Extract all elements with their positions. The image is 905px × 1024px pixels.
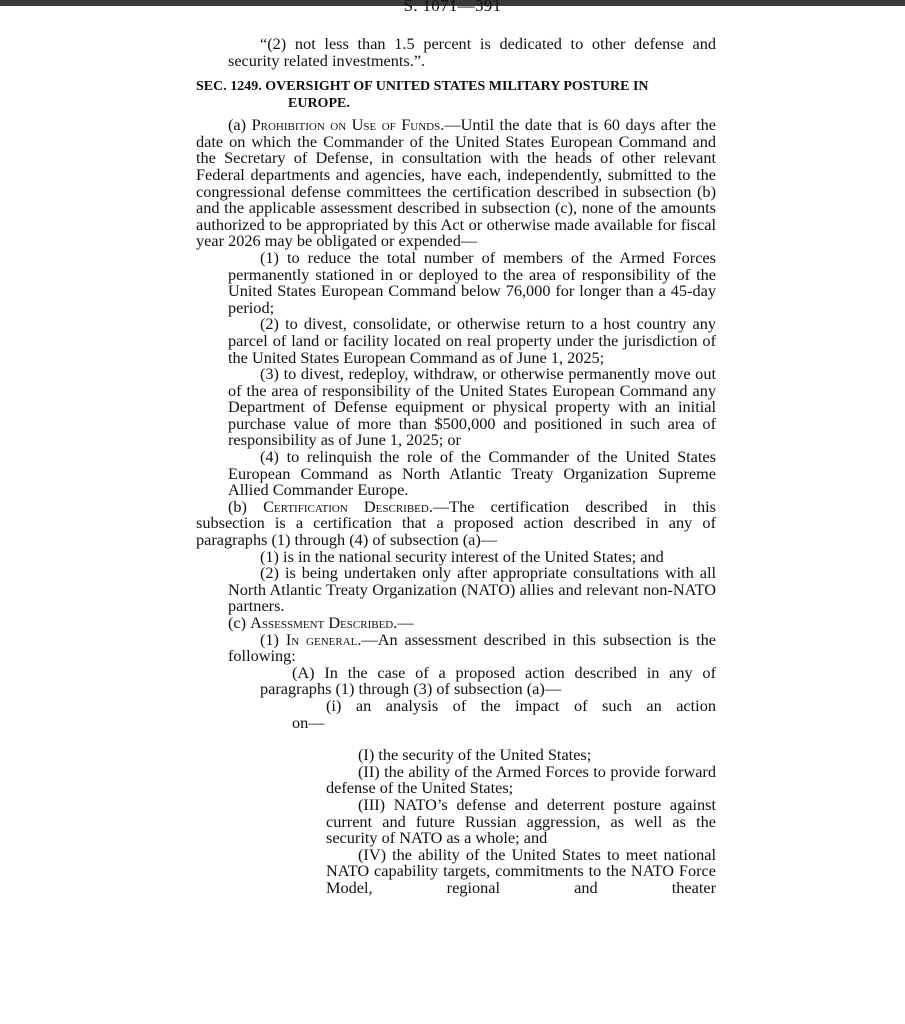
subclause-III: (III) NATO’s defense and deterrent posture against current and future Russian aggression, as well as the security of NATO as a whole; and [326,794,716,848]
paragraph-b2: (2) is being undertaken only after appropriate consultations with all North Atlantic Treaty Organization (NATO) allies and relevant non-NATO partners. [228,563,716,616]
paragraph-c1-caption: In general. [285,629,362,649]
paragraph-b1: (1) is in the national security interest of the United States; and [260,546,664,566]
paragraph-a4: (4) to relinquish the role of the Commander of the United States European Command as North Atlantic Treaty Organization Supreme Allied Commander Europe. [228,447,716,500]
subsection-b-label: (b) [228,496,264,516]
subsection-b [196,496,716,550]
paragraph-c1 [196,629,717,666]
clause-i-continuation: on— [292,712,325,732]
bill-text [196,36,716,897]
subsection-c-text: — [397,613,414,632]
subclause-I: (I) the security of the United States; [358,745,592,765]
subsection-c-label: (c) [228,613,251,632]
subsection-b-text: —The certification described in this subsection is a certification that a proposed action described in any of paragraphs (1) through (4) of subsection (a)— [196,496,716,550]
section-heading-line1: SEC. 1249. OVERSIGHT OF UNITED STATES MILITARY POSTURE IN [196,79,649,95]
carryover-paragraph: “(2) not less than 1.5 percent is dedicated to other defense and security related investments.”. [228,34,716,70]
paragraph-c1-text: —An assessment described in this subsection is the following: [228,629,717,666]
paragraph-a2: (2) to divest, consolidate, or otherwise return to a host country any parcel of land or facility located on real property under the jurisdiction of the United States European Command as of June 1, 2025; [228,314,716,367]
paragraph-a1: (1) to reduce the total number of members of the Armed Forces permanently stationed in or deployed to the area of responsibility of the United States European Command below 76,000 for longer than a 45-day period; [228,247,716,317]
subsection-a-label: (a) [228,115,252,135]
subclause-II: (II) the ability of the Armed Forces to provide forward defense of the United States; [326,761,716,798]
section-heading [196,78,716,112]
clause-i: (i) an analysis of the impact of such an action [326,695,716,715]
subsection-a [196,117,716,250]
subparagraph-A: (A) In the case of a proposed action described in any of paragraphs (1) through (3) of subsection (a)— [260,662,716,699]
subsection-b-caption: Certification Described. [263,496,433,516]
paragraph-a3: (3) to divest, redeploy, withdraw, or otherwise permanently move out of the area of responsibility of the United States European Command any Department of Defense equipment or physical property with an initial purchase value of more than $500,000 and positioned in such area of responsibility as of June 1, 2025; or [228,364,716,450]
subsection-a-caption: Prohibition on Use of Funds. [251,115,445,135]
paragraph-c1-label: (1) [260,629,286,649]
page-number-header: S. 1071—391 [403,0,502,15]
subsection-a-text: —Until the date that is 60 days after the date on which the Commander of the United States European Command and the Secretary of Defense, in consultation with the heads of other relevant Federal departments and agencies, have each, independently, submitted to the congressional defense committees the certification described in subsection (b) and the applicable assessment described in subsection (c), none of the amounts authorized to be appropriated by this Act or otherwise made available for fiscal year 2026 may be obligated or expended— [196,115,717,251]
section-heading-line2: EUROPE. [288,96,350,112]
subclause-IV: (IV) the ability of the United States to meet national NATO capability targets, commitments to the NATO Force Model, regional and theater [326,844,716,897]
subsection-c-caption: Assessment Described. [250,613,398,632]
